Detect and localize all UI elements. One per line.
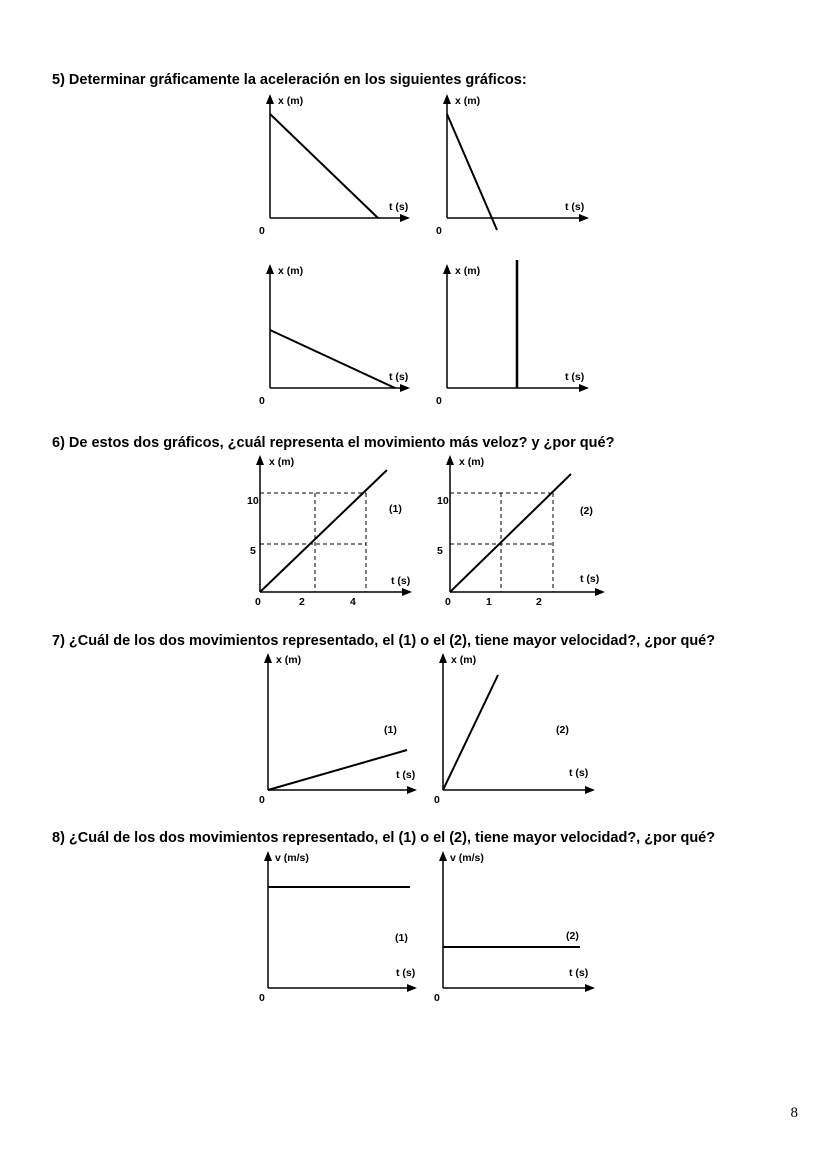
- question-8: 8) ¿Cuál de los dos movimientos representado, el (1) o el (2), tiene mayor velocidad?, ¿por qué?: [52, 830, 716, 846]
- q6-graph-2: [435, 452, 615, 612]
- q8-graph-1: [250, 848, 430, 1008]
- q5-graph-c: [250, 260, 430, 410]
- t-axis-label: t (s): [389, 201, 409, 213]
- t-axis-label: t (s): [389, 371, 409, 383]
- t-axis-label: t (s): [396, 769, 416, 781]
- t-axis-label: t (s): [569, 767, 589, 779]
- graph-label: (1): [384, 724, 397, 736]
- y-tick-5: 5: [250, 545, 256, 557]
- y-axis-label: v (m/s): [275, 852, 309, 864]
- y-tick-10: 10: [437, 495, 449, 507]
- y-tick-10: 10: [247, 495, 259, 507]
- y-axis-label: x (m): [455, 95, 481, 107]
- origin-label: 0: [255, 596, 261, 608]
- question-5: 5) Determinar gráficamente la aceleración en los siguientes gráficos:: [52, 72, 527, 88]
- y-tick-5: 5: [437, 545, 443, 557]
- question-6: 6) De estos dos gráficos, ¿cuál representa el movimiento más veloz? y ¿por qué?: [52, 435, 615, 451]
- t-axis-label: t (s): [565, 201, 585, 213]
- t-axis-label: t (s): [565, 371, 585, 383]
- y-axis-label: x (m): [278, 95, 304, 107]
- q6-graph-1: [245, 452, 425, 612]
- origin-label: 0: [259, 225, 265, 237]
- y-axis-label: x (m): [276, 654, 302, 666]
- t-tick-2: 4: [350, 596, 356, 608]
- y-axis-label: x (m): [451, 654, 477, 666]
- q5-graph-a: [250, 90, 430, 240]
- t-tick-1: 1: [486, 596, 492, 608]
- page-number: 8: [790, 1105, 798, 1121]
- t-axis-label: t (s): [569, 967, 589, 979]
- q8-graph-2: [425, 848, 605, 1008]
- origin-label: 0: [436, 395, 442, 407]
- y-axis-label: x (m): [455, 265, 481, 277]
- t-tick-1: 2: [299, 596, 305, 608]
- y-axis-label: v (m/s): [450, 852, 484, 864]
- origin-label: 0: [434, 794, 440, 806]
- graph-label: (2): [566, 930, 579, 942]
- t-tick-2: 2: [536, 596, 542, 608]
- q5-graph-b: [427, 90, 607, 240]
- y-axis-label: x (m): [269, 456, 295, 468]
- graph-label: (1): [395, 932, 408, 944]
- t-axis-label: t (s): [391, 575, 411, 587]
- q7-graph-2: [425, 650, 605, 810]
- t-axis-label: t (s): [580, 573, 600, 585]
- y-axis-label: x (m): [459, 456, 485, 468]
- origin-label: 0: [436, 225, 442, 237]
- q7-graph-1: [250, 650, 430, 810]
- graph-label: (1): [389, 503, 402, 515]
- t-axis-label: t (s): [396, 967, 416, 979]
- q5-graph-d: [427, 260, 607, 410]
- origin-label: 0: [445, 596, 451, 608]
- origin-label: 0: [434, 992, 440, 1004]
- origin-label: 0: [259, 395, 265, 407]
- graph-label: (2): [556, 724, 569, 736]
- y-axis-label: x (m): [278, 265, 304, 277]
- origin-label: 0: [259, 992, 265, 1004]
- origin-label: 0: [259, 794, 265, 806]
- graph-label: (2): [580, 505, 593, 517]
- question-7: 7) ¿Cuál de los dos movimientos representado, el (1) o el (2), tiene mayor velocidad?, ¿por qué?: [52, 633, 716, 649]
